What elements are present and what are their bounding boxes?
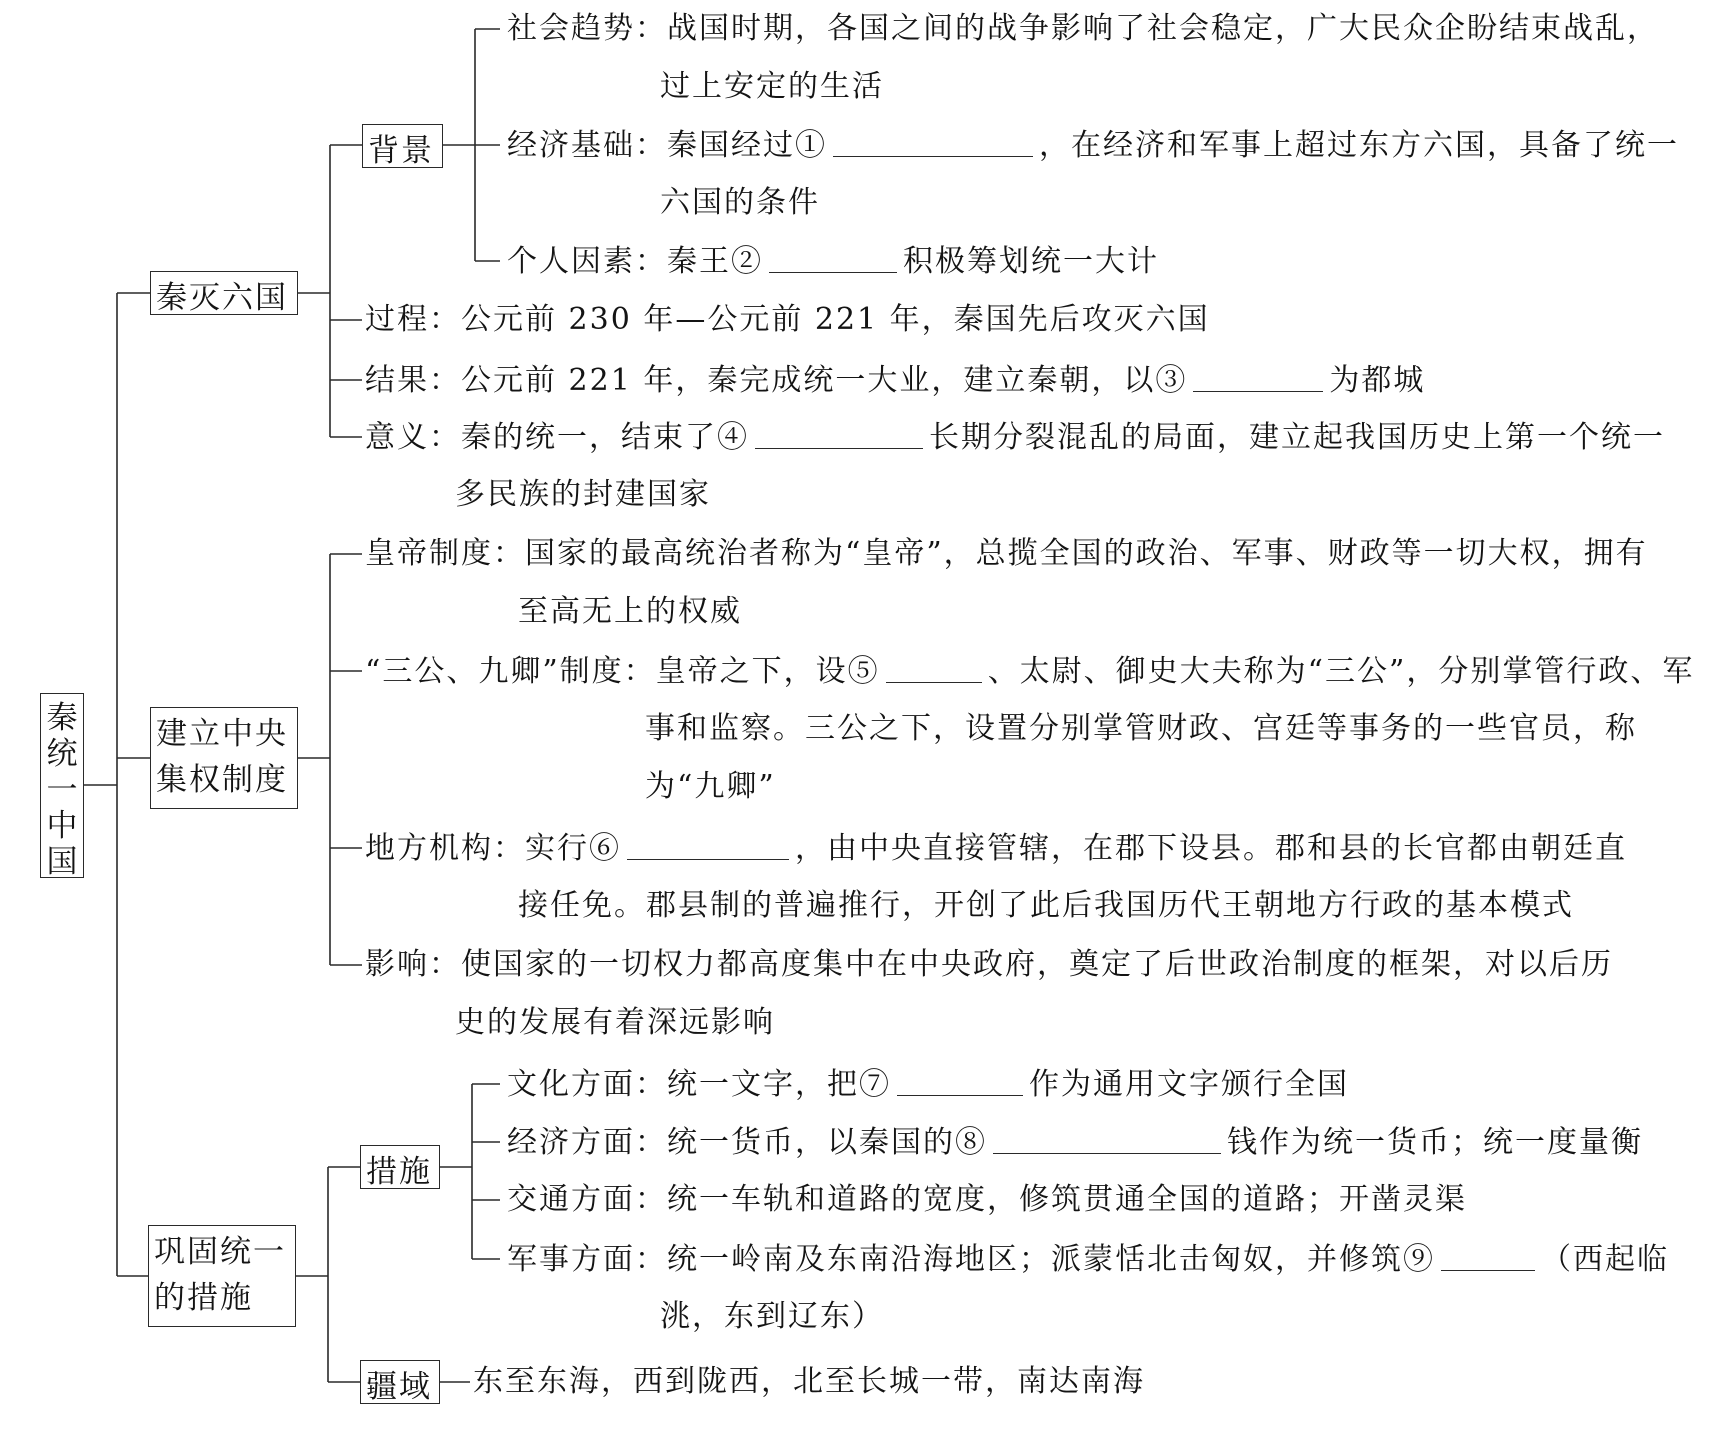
node-territory [360, 1360, 440, 1404]
economic-basis-line1 [507, 130, 1679, 161]
blank-3[interactable] [1193, 365, 1323, 392]
blank-2[interactable] [769, 246, 897, 273]
node-measures [360, 1145, 440, 1189]
text-segment: 个人因素：秦王② [507, 244, 763, 279]
blank-9[interactable] [1441, 1244, 1535, 1271]
text-segment: 地方机构：实行⑥ [365, 831, 621, 866]
blank-1[interactable] [833, 130, 1033, 157]
text-segment: 军事方面：统一岭南及东南沿海地区；派蒙恬北击匈奴，并修筑⑨ [507, 1242, 1435, 1277]
root-node [40, 693, 84, 878]
military-measure-line2: 洮，东到辽东） [660, 1299, 884, 1334]
text-segment: ，由中央直接管辖，在郡下设县。郡和县的长官都由朝廷直 [795, 831, 1627, 866]
node-label: 措施 [366, 1154, 432, 1190]
social-trend-line1: 社会趋势：战国时期，各国之间的战争影响了社会稳定，广大民众企盼结束战乱， [507, 11, 1659, 46]
branch-label-line2: 集权制度 [156, 762, 288, 798]
meaning-line1 [365, 422, 1665, 453]
military-measure-line1 [507, 1244, 1669, 1275]
text-segment: 经济方面：统一货币，以秦国的⑧ [507, 1125, 987, 1160]
branch-label-line1: 巩固统一 [154, 1234, 286, 1270]
branch-consolidation [148, 1225, 296, 1327]
economy-measure [507, 1127, 1643, 1158]
text-segment: 文化方面：统一文字，把⑦ [507, 1067, 891, 1102]
personal-factor [507, 246, 1159, 277]
territory-text: 东至东海，西到陇西，北至长城一带，南达南海 [473, 1364, 1145, 1399]
blank-6[interactable] [627, 833, 789, 860]
root-char: 统 [46, 736, 78, 772]
local-admin-line2: 接任免。郡县制的普遍推行，开创了此后我国历代王朝地方行政的基本模式 [518, 888, 1574, 923]
node-label: 疆域 [366, 1369, 432, 1405]
culture-measure [507, 1069, 1349, 1100]
emperor-system-line2: 至高无上的权威 [518, 594, 742, 629]
text-segment: 意义：秦的统一，结束了④ [365, 420, 749, 455]
root-char: 一 [46, 772, 78, 808]
process-text: 过程：公元前 230 年—公元前 221 年，秦国先后攻灭六国 [365, 302, 1210, 337]
influence-line2: 史的发展有着深远影响 [455, 1005, 775, 1040]
text-segment: ，在经济和军事上超过东方六国，具备了统一 [1039, 128, 1679, 163]
branch-label-line1: 建立中央 [156, 716, 288, 752]
emperor-system-line1: 皇帝制度：国家的最高统治者称为“皇帝”，总揽全国的政治、军事、财政等一切大权，拥有 [365, 536, 1648, 571]
root-char: 中 [46, 808, 78, 844]
root-char: 国 [46, 844, 78, 880]
meaning-line2: 多民族的封建国家 [455, 477, 711, 512]
text-segment: （西起临 [1541, 1242, 1669, 1277]
sangong-line2: 事和监察。三公之下，设置分别掌管财政、宫廷等事务的一些官员，称 [645, 711, 1637, 746]
branch-label: 秦灭六国 [156, 280, 288, 316]
node-label: 背景 [368, 133, 434, 169]
text-segment: 钱作为统一货币；统一度量衡 [1227, 1125, 1643, 1160]
local-admin-line1 [365, 833, 1627, 864]
text-segment: 为都城 [1329, 363, 1426, 398]
blank-5[interactable] [886, 656, 982, 683]
text-segment: “三公、九卿”制度：皇帝之下，设⑤ [365, 654, 880, 689]
text-segment: 结果：公元前 221 年，秦完成统一大业，建立秦朝，以③ [365, 363, 1188, 398]
branch-qin-conquers-six [150, 271, 298, 315]
social-trend-line2: 过上安定的生活 [660, 69, 884, 104]
text-segment: 、太尉、御史大夫称为“三公”，分别掌管行政、军 [987, 654, 1695, 689]
economic-basis-line2: 六国的条件 [660, 185, 820, 220]
text-segment: 经济基础：秦国经过① [507, 128, 827, 163]
text-segment: 长期分裂混乱的局面，建立起我国历史上第一个统一 [929, 420, 1665, 455]
sangong-line1 [365, 656, 1694, 687]
blank-4[interactable] [755, 422, 923, 449]
branch-label-line2: 的措施 [154, 1280, 253, 1316]
root-char: 秦 [46, 700, 78, 736]
branch-centralization [150, 707, 298, 809]
sangong-line3: 为“九卿” [645, 769, 776, 804]
blank-7[interactable] [897, 1069, 1023, 1096]
traffic-measure: 交通方面：统一车轨和道路的宽度，修筑贯通全国的道路；开凿灵渠 [507, 1182, 1467, 1217]
node-background [362, 124, 443, 168]
influence-line1: 影响：使国家的一切权力都高度集中在中央政府，奠定了后世政治制度的框架，对以后历 [365, 947, 1613, 982]
text-segment: 作为通用文字颁行全国 [1029, 1067, 1349, 1102]
blank-8[interactable] [993, 1127, 1221, 1154]
result-text [365, 365, 1425, 396]
text-segment: 积极筹划统一大计 [903, 244, 1159, 279]
